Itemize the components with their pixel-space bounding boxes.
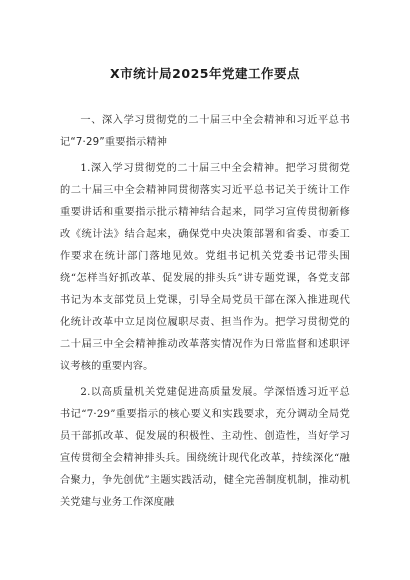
paragraph-item-1: 1.深入学习贯彻党的二十届三中全会精神。把学习贯彻党的二十届三中全会精神同贯彻落实习近平总书记关于统计工作重要讲话和重要指示批示精神结合起来，同学习宣传贯彻新修改《统计法》结合起来，确保党中央决策部署和省委、市委工作要求在统计部门落地见效。党组书记机关党委书记带头围绕“怎样当好抓改革、促发展的排头兵”讲专题党课，各党支部书记为本支部党员上党课，引导全局党员干部在深入推进现代化统计改革中立足岗位履职尽责、担当作为。把学习贯彻党的二十届三中全会精神推动改革落实情况作为日常监督和述职评议考核的重要内容。 <box>60 163 350 372</box>
document-body <box>60 110 350 518</box>
document-title: X市统计局2025年党建工作要点 <box>110 66 300 81</box>
section-heading: 一、深入学习贯彻党的二十届三中全会精神和习近平总书记“7·29”重要指示精神 <box>60 115 350 148</box>
paragraph-item-2: 2.以高质量机关党建促进高质量发展。学深悟透习近平总书记“7·29”重要指示的核心要义和实践要求，充分调动全局党员干部抓改革、促发展的积极性、主动性、创造性，当好学习宣传贯彻全会精神排头兵。围绕统计现代化改革，持续深化“融合聚力，争先创优”主题实践活动，健全完善制度机制，推动机关党建与业务工作深度融 <box>60 387 350 508</box>
